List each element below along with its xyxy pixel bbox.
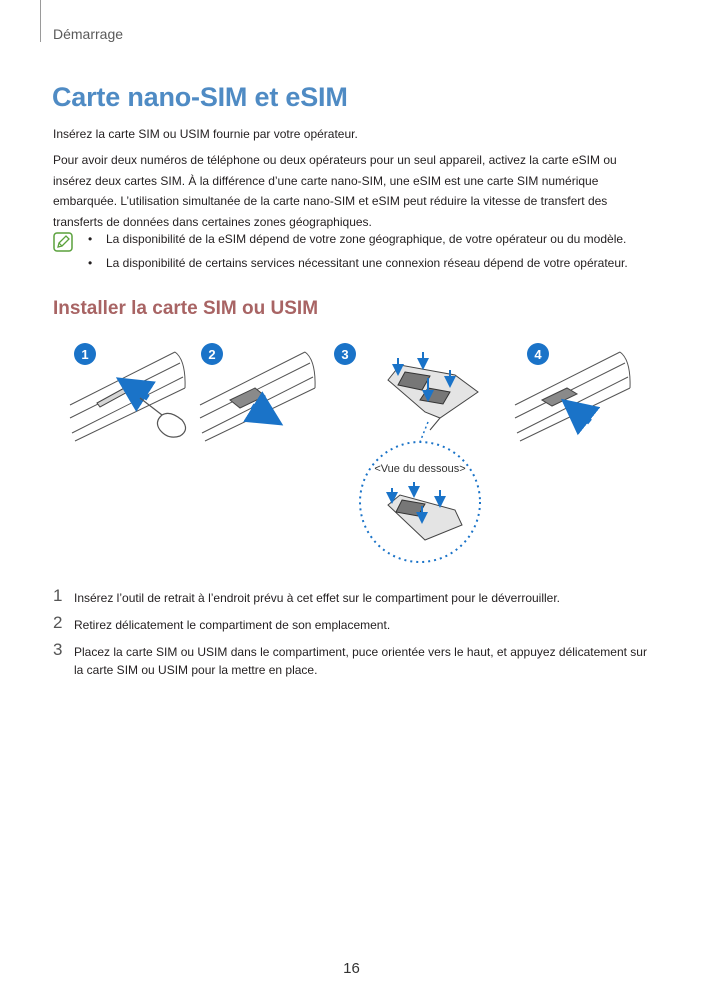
underside-view-label: <Vue du dessous> bbox=[374, 463, 466, 475]
section-subtitle: Installer la carte SIM ou USIM bbox=[53, 298, 319, 319]
intro-paragraph-2: Pour avoir deux numéros de téléphone ou deux opérateurs pour un seul appareil, activez la carte eSIM ou insérez deux cartes SIM. À la différence d’une carte nano-SIM, une eSIM est une carte SIM numérique embarquée. L’utilisation simultanée de la carte nano-SIM et eSIM peut réduire la vitesse de transfert des transferts de données dans certaines zones géographiques. bbox=[53, 153, 617, 229]
step-2-illustration bbox=[200, 343, 315, 441]
note-list bbox=[88, 229, 668, 277]
step-number: 2 bbox=[53, 613, 63, 632]
step-badge-label: 1 bbox=[81, 347, 89, 362]
note-item bbox=[88, 229, 668, 253]
step-text: Placez la carte SIM ou USIM dans le compartiment, puce orientée vers le haut, et appuyez délicatement sur la carte SIM ou USIM pour la mettre en place. bbox=[74, 645, 647, 677]
bullet-icon: • bbox=[88, 232, 93, 246]
section-label: Démarrage bbox=[53, 26, 124, 42]
note-item bbox=[88, 253, 668, 277]
step-item bbox=[53, 640, 653, 679]
step-text: Insérez l’outil de retrait à l’endroit prévu à cet effet sur le compartiment pour le déverrouiller. bbox=[74, 591, 561, 605]
step-badge-label: 4 bbox=[534, 347, 542, 362]
step-4-illustration bbox=[515, 343, 630, 441]
step-3-illustration bbox=[334, 343, 480, 562]
note-text: La disponibilité de certains services nécessitant une connexion réseau dépend de votre opérateur. bbox=[106, 256, 628, 270]
step-badge-label: 3 bbox=[341, 347, 349, 362]
step-text: Retirez délicatement le compartiment de son emplacement. bbox=[74, 618, 391, 632]
step-item bbox=[53, 613, 653, 634]
step-1-illustration bbox=[70, 343, 186, 441]
page-number: 16 bbox=[343, 960, 360, 977]
note-text: La disponibilité de la eSIM dépend de votre zone géographique, de votre opérateur ou du modèle. bbox=[106, 232, 627, 246]
step-number: 1 bbox=[53, 586, 63, 605]
instruction-steps bbox=[53, 586, 653, 688]
step-number: 3 bbox=[53, 640, 63, 659]
step-item bbox=[53, 586, 653, 607]
intro-paragraph-1: Insérez la carte SIM ou USIM fournie par votre opérateur. bbox=[53, 127, 358, 141]
step-badge-label: 2 bbox=[208, 347, 216, 362]
bullet-icon: • bbox=[88, 256, 93, 270]
header-rule bbox=[40, 0, 41, 42]
note-pencil-icon bbox=[53, 232, 73, 252]
page-title: Carte nano-SIM et eSIM bbox=[52, 82, 348, 112]
sim-installation-illustration bbox=[0, 330, 703, 580]
